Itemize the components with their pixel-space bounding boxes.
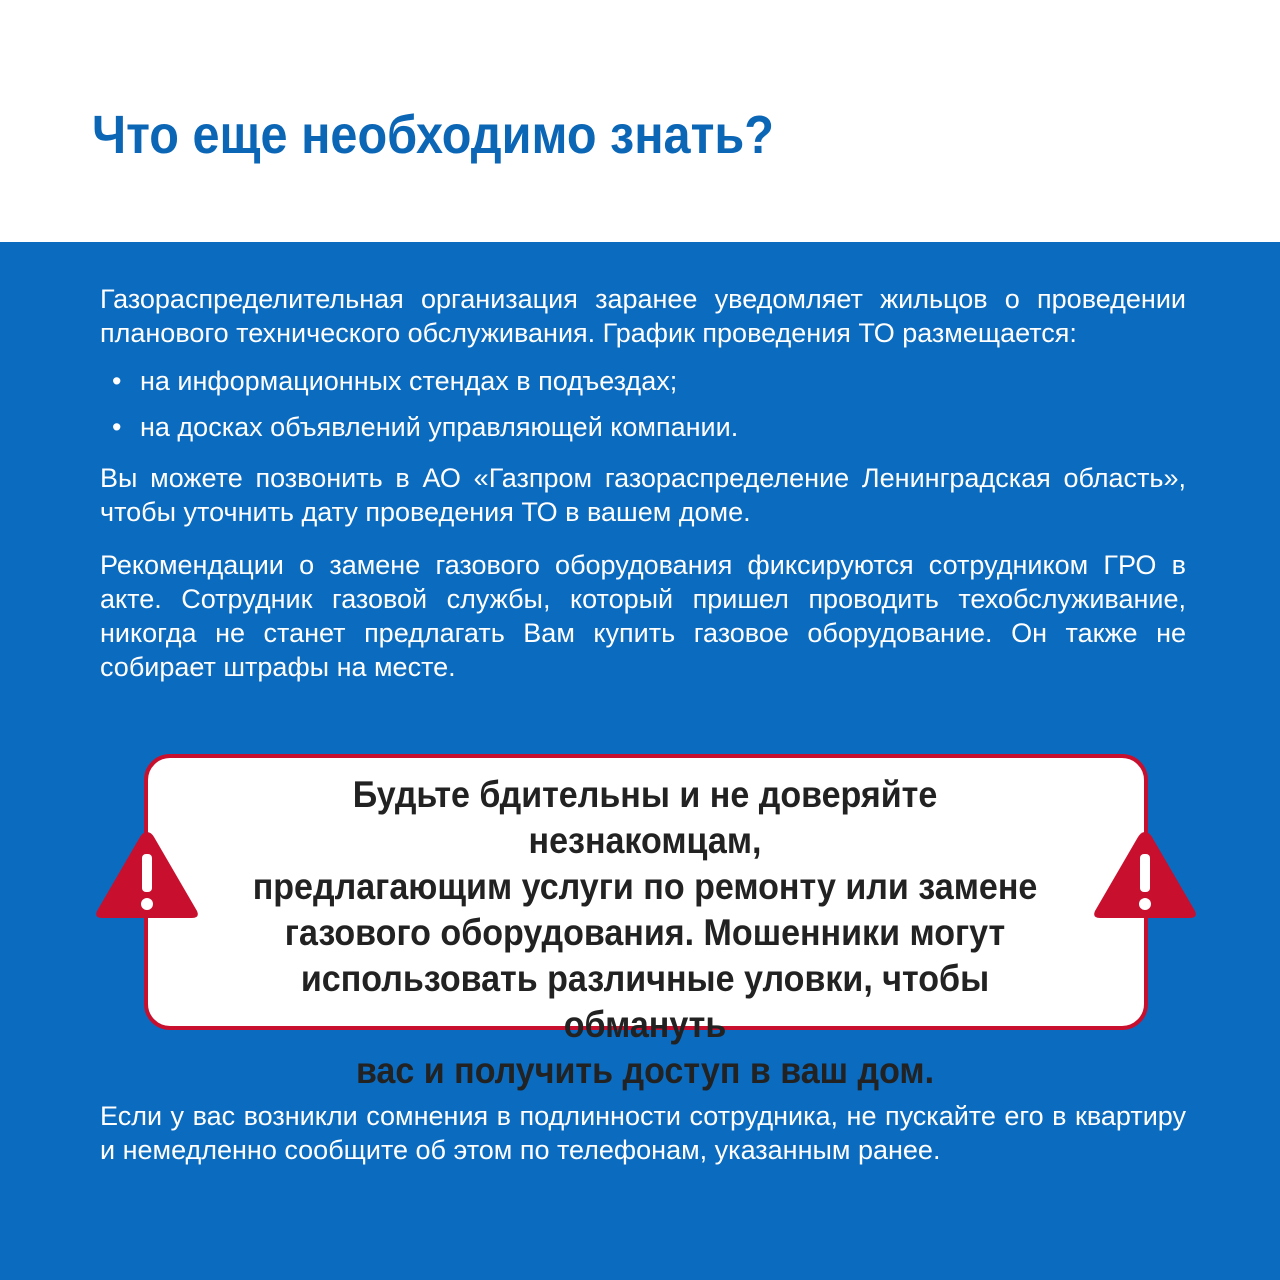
contact-paragraph xyxy=(100,461,1186,529)
warning-line: предлагающим услуги по ремонту или замене xyxy=(252,866,1038,907)
warning-line: вас и получить доступ в ваш дом. xyxy=(355,1050,935,1091)
schedule-location-list xyxy=(112,364,738,456)
warning-triangle-icon xyxy=(92,826,202,924)
intro-text: Газораспределительная организация заранее уведомляет жильцов о проведении планового технического обслуживания. График проведения ТО размещается: xyxy=(100,284,1186,348)
intro-paragraph xyxy=(100,282,1186,350)
list-item-text: на досках объявлений управляющей компании. xyxy=(140,412,739,442)
page-title: Что еще необходимо знать? xyxy=(92,105,774,165)
list-item xyxy=(112,410,738,456)
closing-paragraph xyxy=(100,1099,1186,1167)
list-item-text: на информационных стендах в подъездах; xyxy=(140,366,678,396)
warning-text xyxy=(245,772,1045,1094)
contact-text: Вы можете позвонить в АО «Газпром газораспределение Ленинградская область», чтобы уточнить дату проведения ТО в вашем доме. xyxy=(100,463,1186,527)
bullet-icon: • xyxy=(112,412,122,442)
list-item xyxy=(112,364,738,410)
warning-line: Будьте бдительны и не доверяйте незнакомцам, xyxy=(352,774,938,861)
closing-text: Если у вас возникли сомнения в подлинности сотрудника, не пускайте его в квартиру и немедленно сообщите об этом по телефонам, указанным ранее. xyxy=(100,1101,1186,1165)
warning-line: использовать различные уловки, чтобы обмануть xyxy=(300,958,990,1045)
recommendation-text: Рекомендации о замене газового оборудования фиксируются сотрудником ГРО в акте. Сотрудник газовой службы, который пришел проводить техобслуживание, никогда не станет предлагать Вам купить газовое оборудование. Он также не собирает штрафы на месте. xyxy=(100,550,1186,682)
warning-triangle-icon xyxy=(1090,826,1200,924)
bullet-icon: • xyxy=(112,366,122,396)
warning-line: газового оборудования. Мошенники могут xyxy=(284,912,1006,953)
recommendation-paragraph xyxy=(100,548,1186,684)
